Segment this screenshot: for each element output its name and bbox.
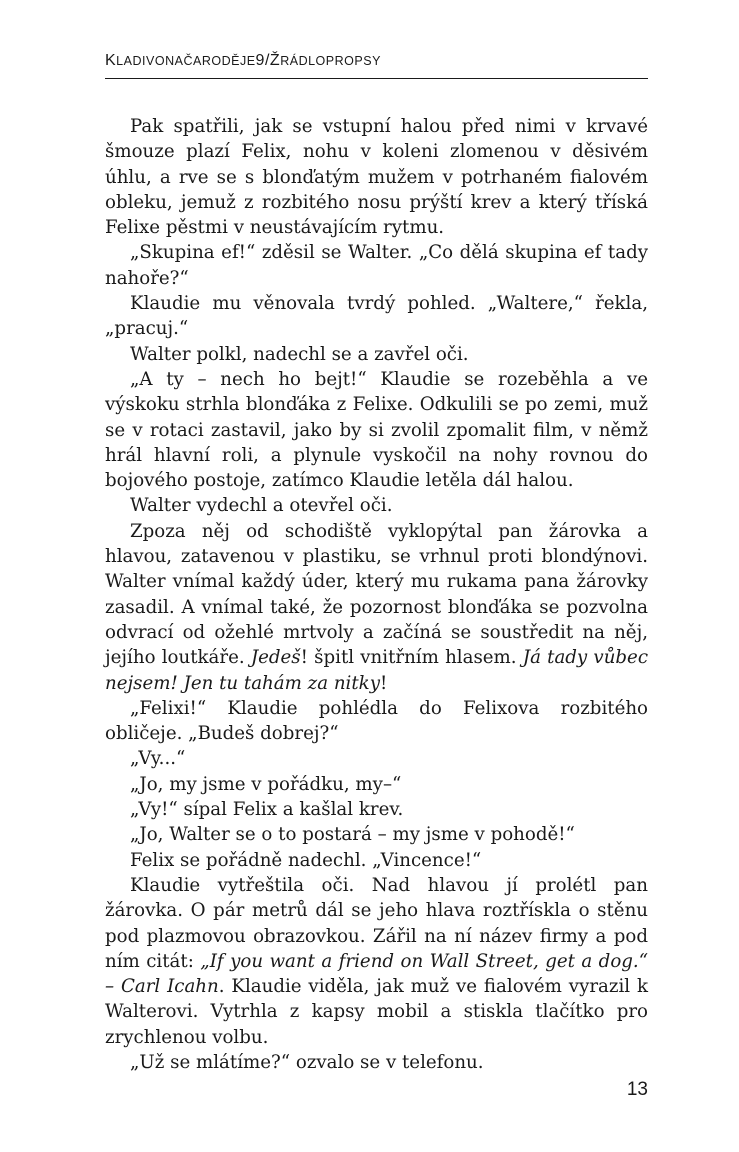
paragraph (105, 746, 648, 771)
text-run: „Už se mlátíme?“ ozvalo se v telefonu. (130, 1051, 484, 1073)
text-run: „Vy!“ sípal Felix a kašlal krev. (130, 799, 404, 821)
text-run: Walter polkl, nadechl se a zavřel oči. (130, 343, 469, 365)
text-run: Pak spatřili, jak se vstupní halou před nimi v krvavé šmouze plazí Felix, nohu v koleni zlomenou v děsivém úhlu, a rve se s blonďatým mužem v potrhaném fialovém obleku, jemuž z rozbitého nosu prýští krev a který tříská Felixe pěstmi v neustávajícím rytmu. (105, 116, 648, 239)
italic-text: Jedeš (250, 647, 301, 669)
italic-text: „If you want a friend on Wall Street, get a dog.“ – Carl Icahn (105, 950, 648, 998)
paragraph (105, 519, 648, 696)
paragraph (105, 114, 648, 240)
paragraph (105, 873, 648, 1050)
running-header (105, 52, 648, 79)
running-title: KLADIVONAČARODĚJE9/ŽRÁDLOPROPSY (105, 52, 381, 69)
text-run: „A ty – nech ho bejt!“ Klaudie se rozeběhla a ve výskoku strhla blonďáka z Felixe. Odkulili se po zemi, muž se v rotaci zastavil, jako by si zvolil zpomalit film, v němž hrál hlavní roli, a plynule vyskočil na nohy rovnou do bojového postoje, zatímco Klaudie letěla dál halou. (105, 368, 648, 492)
text-run: „Jo, Walter se o to postará – my jsme v pohodě!“ (130, 824, 575, 846)
text-run: „Skupina ef!“ zděsil se Walter. „Co dělá skupina ef tady nahoře?“ (105, 242, 648, 289)
paragraph (105, 342, 648, 367)
paragraph (105, 822, 648, 847)
text-run: Zpoza něj od schodiště vyklopýtal pan žárovka a hlavou, zatavenou v plastiku, se vrhnul proti blondýnovi. Walter vnímal každý úder, který mu rukama pana žárovky zasadil. A vnímal také, že pozornost blonďáka se pozvolna odvrací od ožehlé mrtvoly a začíná se soustředit na něj, jejího loutkáře. (105, 520, 648, 669)
paragraph (105, 772, 648, 797)
text-run: Klaudie mu věnovala tvrdý pohled. „Waltere,“ řekla, „pracuj.“ (105, 293, 648, 340)
text-run: . Klaudie viděla, jak muž ve fialovém vyrazil k Walterovi. Vytrhla z kapsy mobil a stiskla tlačítko pro zrychlenou volbu. (105, 976, 648, 1048)
text-run: ! (379, 672, 388, 694)
body-text (105, 114, 648, 1075)
text-run: ! špitl vnitřním hlasem. (300, 647, 523, 669)
paragraph (105, 291, 648, 342)
page-number: 13 (626, 1079, 648, 1100)
paragraph (105, 240, 648, 291)
text-run: Walter vydechl a otevřel oči. (130, 495, 393, 517)
italic-text: Já tady vůbec nejsem! Jen tu tahám za nitky (105, 647, 648, 694)
text-run: „Felixi!“ Klaudie pohlédla do Felixova rozbitého obličeje. „Budeš dobrej?“ (105, 697, 648, 745)
paragraph (105, 696, 648, 747)
text-run: Klaudie vytřeštila oči. Nad hlavou jí prolétl pan žárovka. O pár metrů dál se jeho hlava roztřískla o stěnu pod plazmovou obrazovkou. Zářil na ní název firmy a pod ním citát: (105, 874, 648, 972)
text-run: „Jo, my jsme v pořádku, my–“ (130, 773, 402, 795)
paragraph (105, 1050, 648, 1075)
paragraph (105, 797, 648, 822)
paragraph (105, 367, 648, 493)
text-run: Felix se pořádně nadechl. „Vincence!“ (130, 849, 482, 871)
paragraph (105, 848, 648, 873)
paragraph (105, 493, 648, 518)
text-run: „Vy...“ (130, 748, 186, 770)
